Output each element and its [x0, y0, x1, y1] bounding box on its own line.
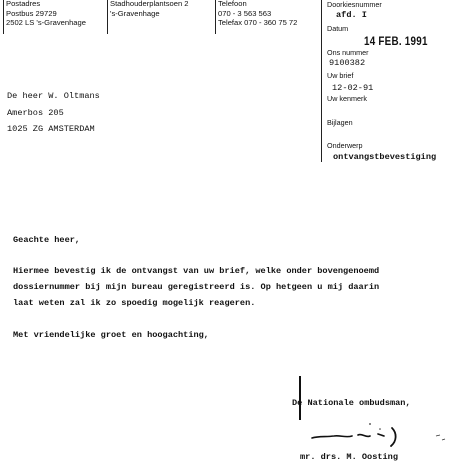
office-line-1: Stadhouderplantsoen 2 [110, 0, 189, 8]
letterhead-divider-1 [3, 0, 4, 34]
extension-value: afd. I [336, 10, 367, 20]
postal-line-2: 2502 LS 's-Gravenhage [6, 18, 86, 28]
office-line-2: 's-Gravenhage [110, 8, 160, 18]
phone-label: Telefoon [218, 0, 247, 8]
subject-label: Onderwerp [327, 141, 363, 150]
recipient-street: Amerbos 205 [7, 108, 64, 118]
extension-label: Doorkiesnummer [327, 0, 382, 9]
fax-number: Telefax 070 - 360 75 72 [218, 18, 298, 28]
handwritten-signature [300, 414, 450, 448]
body-line-1: Hiermee bevestig ik de ontvangst van uw brief, welke onder bovengenoemd [13, 266, 380, 276]
signer-name: mr. drs. M. Oosting [300, 452, 398, 462]
date-label: Datum [327, 24, 349, 33]
body-line-3: laat weten zal ik zo spoedig mogelijk reageren. [13, 298, 256, 308]
signature-title: De Nationale ombudsman, [292, 398, 411, 408]
salutation: Geachte heer, [13, 235, 81, 245]
office-address [110, 0, 189, 18]
postal-address [6, 0, 86, 28]
your-letter-label: Uw brief [327, 71, 354, 80]
recipient-name: De heer W. Oltmans [7, 91, 100, 101]
your-mark-label: Uw kenmerk [327, 94, 367, 103]
meta-divider [321, 0, 322, 162]
your-letter-value: 12-02-91 [332, 83, 374, 93]
recipient-city: 1025 ZG AMSTERDAM [7, 124, 95, 134]
our-number-value: 9100382 [329, 58, 366, 68]
postal-label: Postadres [6, 0, 41, 8]
body-line-2: dossiernummer bij mijn bureau geregistreerd is. Op hetgeen u mij daarin [13, 282, 380, 292]
postal-line-1: Postbus 29729 [6, 8, 57, 18]
letterhead-divider-2 [107, 0, 108, 34]
closing: Met vriendelijke groet en hoogachting, [13, 330, 209, 340]
phone-block [218, 0, 297, 28]
letterhead-divider-3 [215, 0, 216, 34]
date-stamp: 14 FEB. 1991 [364, 34, 428, 48]
subject-value: ontvangstbevestiging [333, 152, 437, 162]
phone-number: 070 - 3 563 563 [218, 8, 272, 18]
enclosures-label: Bijlagen [327, 118, 353, 127]
our-number-label: Ons nummer [327, 48, 369, 57]
